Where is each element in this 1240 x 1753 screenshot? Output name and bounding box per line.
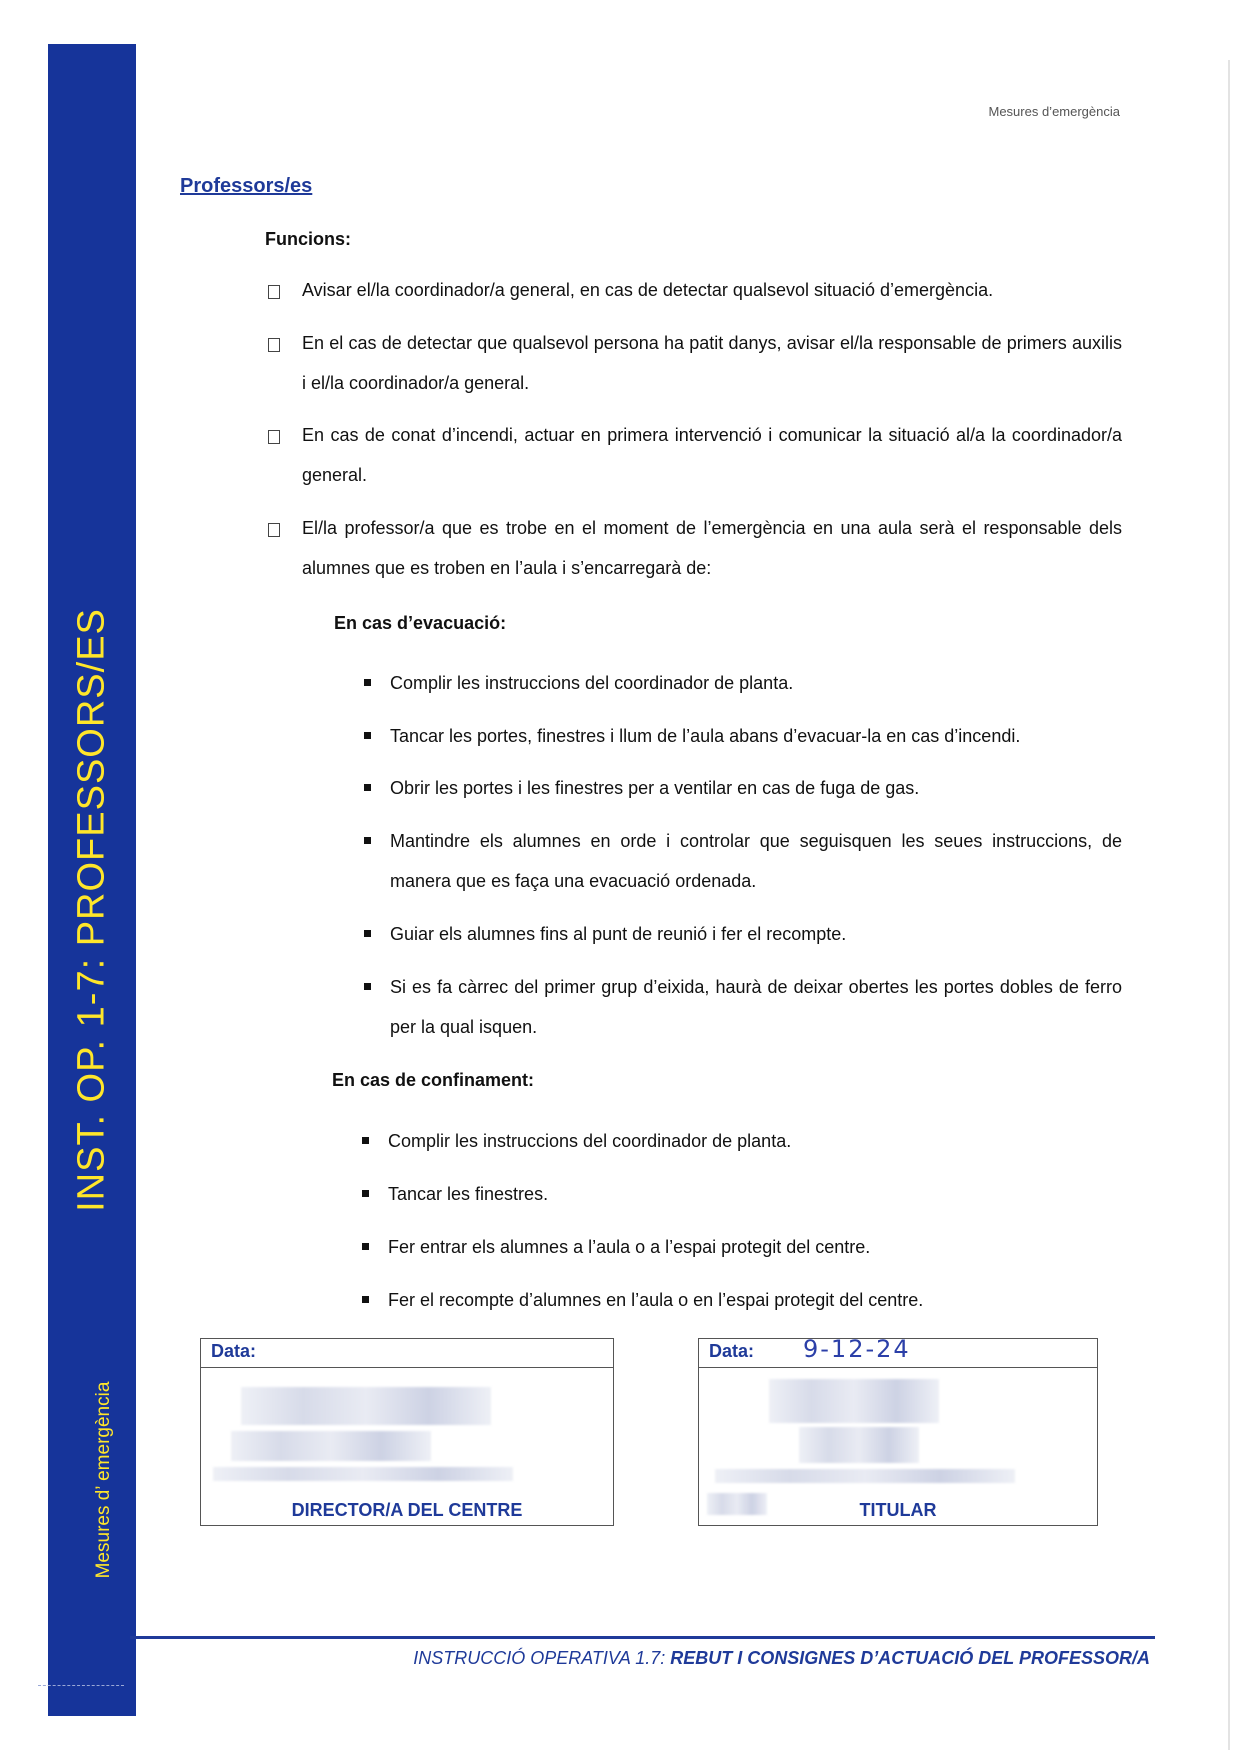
funcio-item: Avisar el/la coordinador/a general, en cas de detectar qualsevol situació d’emergència. [302,280,994,300]
box-divider [699,1367,1097,1368]
footer-prefix: INSTRUCCIÓ OPERATIVA 1.7: [413,1648,671,1668]
bullet-icon [364,784,371,791]
evacuacio-heading: En cas d’evacuació: [334,613,507,633]
evacuacio-item: Obrir les portes i les finestres per a ventilar en cas de fuga de gas. [390,778,920,798]
funcio-item: En el cas de detectar que qualsevol persona ha patit danys, avisar el/la responsable de primers auxilis i el/la coordinador/a general. [302,333,1122,393]
role-label: DIRECTOR/A DEL CENTRE [291,1500,523,1520]
bullet-icon [362,1190,369,1197]
bullet-icon [362,1243,369,1250]
box-divider [201,1367,613,1368]
redacted-signature [769,1379,939,1423]
date-label: Data: [211,1341,257,1361]
sidebar-subtitle: Mesures d’ emergència [93,1381,114,1579]
evacuacio-item: Tancar les portes, finestres i llum de l’aula abans d’evacuar-la en cas d’incendi. [390,726,1021,746]
footer-rule [130,1636,1155,1639]
date-label: Data: [709,1341,755,1361]
funcio-item: En cas de conat d’incendi, actuar en primera intervenció i comunicar la situació al/a la coordinador/a general. [302,425,1122,485]
director-signature-box [200,1338,614,1526]
scan-edge [1228,60,1230,1750]
checkbox-icon [268,523,280,537]
confinament-item: Tancar les finestres. [388,1184,549,1204]
evacuacio-item: Mantindre els alumnes en orde i controlar que seguisquen les seues instruccions, de manera que es faça una evacuació ordenada. [390,831,1122,891]
checkbox-icon [268,285,280,299]
sidebar-divider [38,1685,124,1686]
bullet-icon [364,930,371,937]
funcions-heading: Funcions: [265,229,351,249]
checkbox-icon [268,430,280,444]
footer-title: REBUT I CONSIGNES D’ACTUACIÓ DEL PROFESSOR/A [670,1648,1150,1668]
bullet-icon [364,983,371,990]
redacted-signature [231,1431,431,1461]
confinament-heading: En cas de confinament: [332,1070,535,1090]
bullet-icon [364,679,371,686]
sidebar-title: INST. OP. 1-7: PROFESSORS/ES [70,608,113,1212]
confinament-item: Fer entrar els alumnes a l’aula o a l’espai protegit del centre. [388,1237,871,1257]
confinament-item: Fer el recompte d’alumnes en l’aula o en l’espai protegit del centre. [388,1290,924,1310]
checkbox-icon [268,338,280,352]
bullet-icon [364,837,371,844]
evacuacio-item: Complir les instruccions del coordinador de planta. [390,673,794,693]
redacted-name [715,1469,1015,1483]
bullet-icon [364,732,371,739]
running-header: Mesures d’emergència [988,104,1120,119]
handwritten-date: 9-12-24 [803,1335,911,1363]
page-title: Professors/es [180,175,313,197]
evacuacio-item: Guiar els alumnes fins al punt de reunió i fer el recompte. [390,924,847,944]
footer [413,1648,1150,1669]
redacted-signature [241,1387,491,1425]
redacted-signature [799,1427,919,1463]
redacted-name [213,1467,513,1481]
confinament-item: Complir les instruccions del coordinador de planta. [388,1131,792,1151]
titular-signature-box [698,1335,1098,1526]
funcio-item: El/la professor/a que es trobe en el moment de l’emergència en una aula serà el responsable dels alumnes que es troben en l’aula i s’encarregarà de: [302,518,1122,578]
role-label: TITULAR [859,1500,937,1520]
evacuacio-item: Si es fa càrrec del primer grup d’eixida, haurà de deixar obertes les portes dobles de ferro per la qual isquen. [390,977,1122,1037]
bullet-icon [362,1296,369,1303]
bullet-icon [362,1137,369,1144]
